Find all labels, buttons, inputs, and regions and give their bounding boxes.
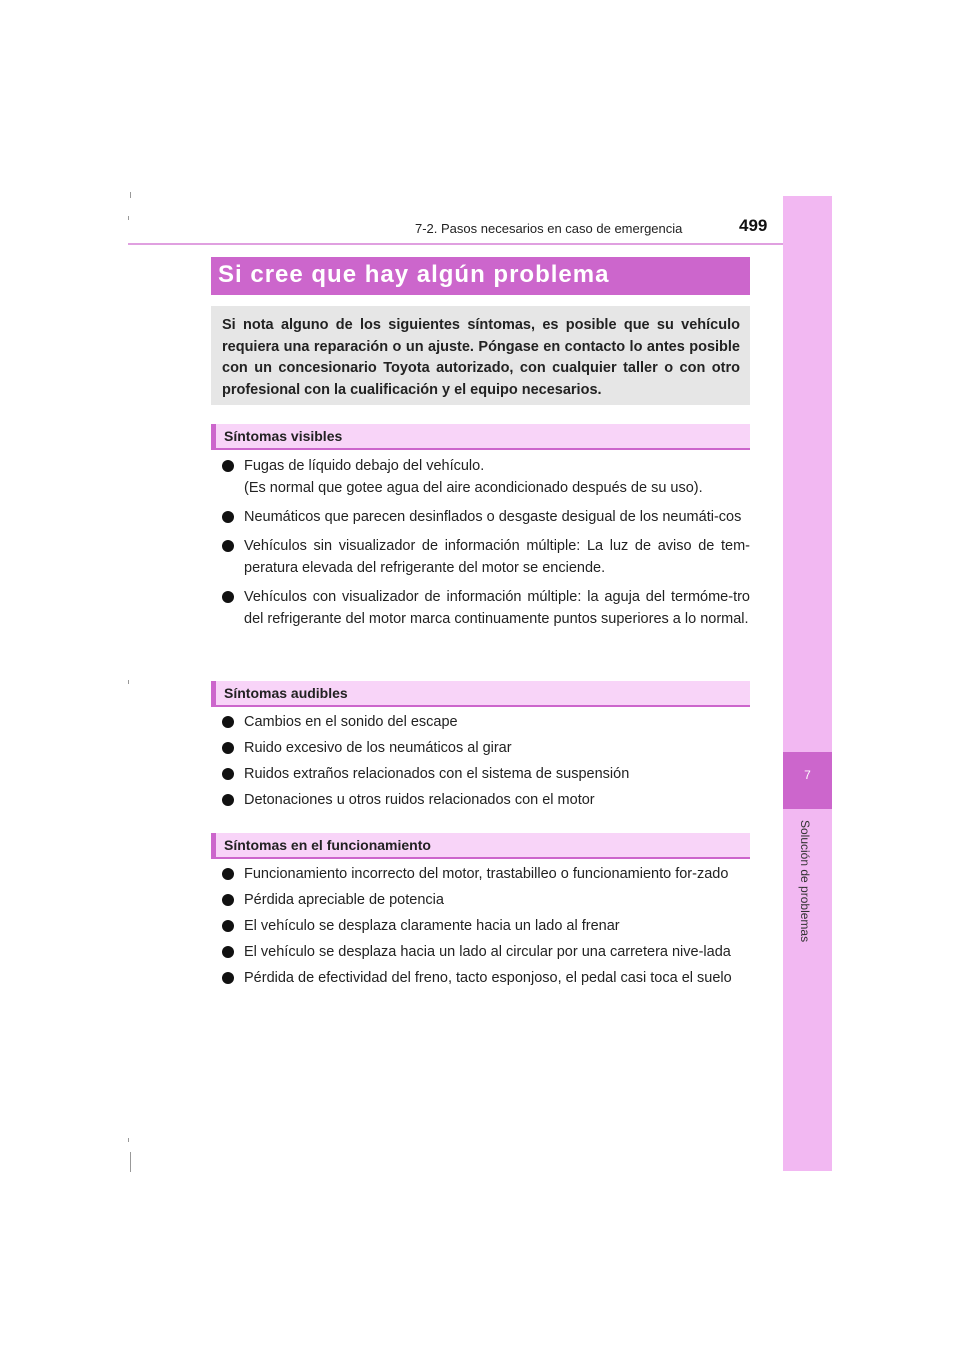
page-number: 499 <box>739 216 768 235</box>
list-item-text: Detonaciones u otros ruidos relacionados con el motor <box>244 792 595 808</box>
bullet-icon <box>222 868 234 880</box>
section-heading-label: Síntomas audibles <box>224 685 348 701</box>
list-item <box>222 863 750 885</box>
list-item-text: El vehículo se desplaza hacia un lado al circular por una carretera nive-lada <box>244 944 731 960</box>
list-item <box>222 737 750 759</box>
section-heading-label: Síntomas visibles <box>224 428 343 444</box>
crop-mark-left-upper <box>128 216 129 220</box>
list-item-text: Ruidos extraños relacionados con el sistema de suspensión <box>244 766 630 782</box>
chapter-tab-strip <box>783 196 832 1171</box>
list-item <box>222 506 750 528</box>
list-item-text: Pérdida de efectividad del freno, tacto esponjoso, el pedal casi toca el suelo <box>244 970 732 986</box>
bullet-icon <box>222 742 234 754</box>
page-title: Si cree que hay algún problema <box>218 261 610 288</box>
bullet-icon <box>222 972 234 984</box>
section-heading-audible <box>211 681 750 707</box>
list-item-text: Vehículos sin visualizador de información múltiple: La luz de aviso de tem-peratura elevada del refrigerante del motor se enciende. <box>244 538 750 576</box>
functioning-symptoms-list <box>222 863 750 989</box>
list-item <box>222 535 750 579</box>
list-item-text: Pérdida apreciable de potencia <box>244 892 444 908</box>
crop-mark-bottom <box>130 1152 131 1172</box>
bullet-icon <box>222 511 234 523</box>
header-section-title: 7-2. Pasos necesarios en caso de emergencia <box>415 221 683 236</box>
crop-mark-left-lower <box>128 1138 129 1142</box>
bullet-icon <box>222 894 234 906</box>
list-item <box>222 941 750 963</box>
bullet-icon <box>222 768 234 780</box>
bullet-icon <box>222 794 234 806</box>
list-item-note: (Es normal que gotee agua del aire acondicionado después de su uso). <box>244 480 703 496</box>
list-item-text: Ruido excesivo de los neumáticos al girar <box>244 740 512 756</box>
list-item <box>222 763 750 785</box>
list-item <box>222 967 750 989</box>
list-item-text: El vehículo se desplaza claramente hacia un lado al frenar <box>244 918 620 934</box>
section-heading-visible <box>211 424 750 450</box>
section-accent <box>211 681 216 705</box>
list-item <box>222 455 750 499</box>
list-item-text: Neumáticos que parecen desinflados o desgaste desigual de los neumáti-cos <box>244 509 742 525</box>
bullet-icon <box>222 591 234 603</box>
list-item <box>222 711 750 733</box>
section-accent <box>211 424 216 448</box>
list-item <box>222 789 750 811</box>
list-item-text: Cambios en el sonido del escape <box>244 714 458 730</box>
list-item-text: Fugas de líquido debajo del vehículo. <box>244 458 485 474</box>
bullet-icon <box>222 716 234 728</box>
list-item <box>222 889 750 911</box>
section-heading-functioning <box>211 833 750 859</box>
list-item-text: Vehículos con visualizador de información múltiple: la aguja del termóme-tro del refrigerante del motor marca continuamente puntos superiores a lo normal. <box>244 589 750 627</box>
bullet-icon <box>222 920 234 932</box>
chapter-number: 7 <box>804 768 811 782</box>
bullet-icon <box>222 540 234 552</box>
list-item <box>222 915 750 937</box>
list-item <box>222 586 750 630</box>
bullet-icon <box>222 460 234 472</box>
crop-mark-left-mid <box>128 680 129 684</box>
list-item-text: Funcionamiento incorrecto del motor, trastabilleo o funcionamiento for-zado <box>244 866 729 882</box>
visible-symptoms-list <box>222 455 750 630</box>
section-accent <box>211 833 216 857</box>
header-rule <box>128 243 832 245</box>
section-heading-label: Síntomas en el funcionamiento <box>224 837 431 853</box>
crop-mark-top <box>130 192 131 198</box>
chapter-label: Solución de problemas <box>798 820 812 943</box>
bullet-icon <box>222 946 234 958</box>
intro-text: Si nota alguno de los siguientes síntomas, es posible que su vehículo requiera una reparación o un ajuste. Póngase en contacto lo antes posible con un concesionario Toyota autorizado, con cualquier taller o con otro profesional con la cualificación y el equipo necesarios. <box>222 317 740 398</box>
audible-symptoms-list <box>222 711 750 811</box>
